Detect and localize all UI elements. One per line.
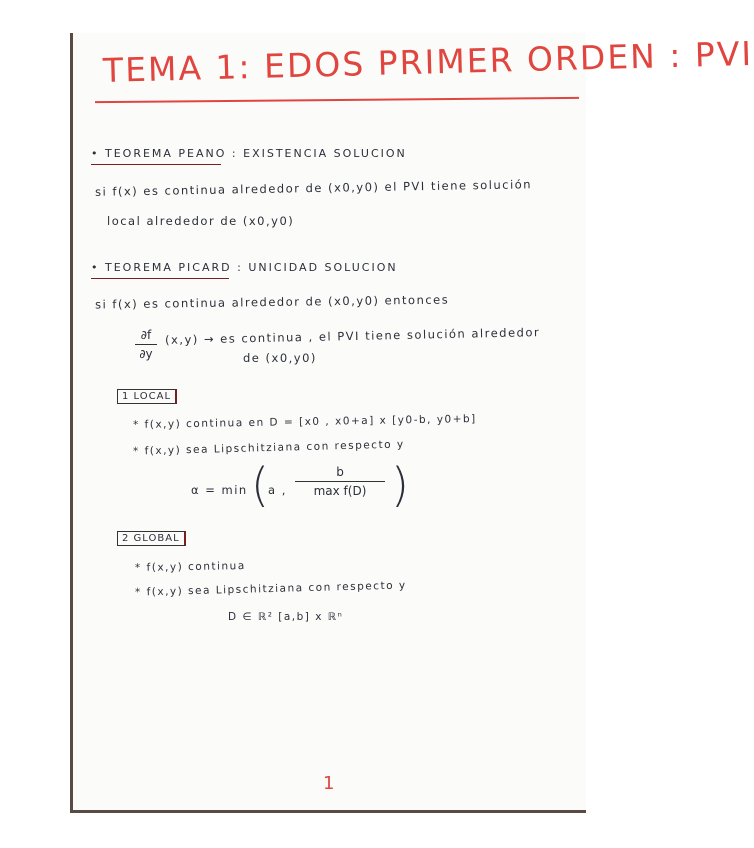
alpha-a: a , (268, 483, 287, 497)
local-item-2: * f(x,y) sea Lipschitziana con respecto y (132, 438, 405, 458)
page-number: 1 (323, 773, 335, 794)
alpha-label: α = min (191, 483, 248, 497)
peano-underline (91, 164, 221, 165)
left-paren: ( (251, 458, 269, 512)
notebook-page (70, 33, 754, 813)
picard-continuation: (x,y) → es continua , el PVI tiene solución alrededor (164, 325, 541, 347)
peano-line-2: local alrededor de (x0,y0) (107, 214, 295, 228)
title-underline (95, 97, 579, 103)
peano-line-1: si f(x) es continua alrededor de (x0,y0) el PVI tiene solución (94, 177, 533, 199)
picard-continuation-2: de (x0,y0) (243, 351, 317, 365)
alpha-denominator: max f(D) (313, 484, 367, 498)
picard-underline (91, 278, 229, 279)
alpha-numerator: b (336, 465, 344, 479)
fraction-numerator: ∂f (140, 328, 152, 342)
alpha-fraction (295, 465, 385, 498)
partial-fraction (135, 328, 157, 361)
peano-heading: • TEOREMA PEANO : EXISTENCIA SOLUCION (91, 147, 407, 160)
alpha-fraction-bar (295, 481, 385, 482)
global-item-2: * f(x,y) sea Lipschitziana con respecto y (134, 579, 407, 599)
picard-line-1: si f(x) es continua alrededor de (x0,y0) entonces (94, 292, 450, 312)
picard-heading: • TEOREMA PICARD : UNICIDAD SOLUCION (91, 261, 398, 274)
local-label-box: 1 LOCAL (117, 389, 177, 404)
global-label-box: 2 GLOBAL (117, 531, 186, 546)
global-domain: D ∈ ℝ² [a,b] x ℝⁿ (228, 611, 344, 623)
local-item-1: * f(x,y) continua en D = [x0 , x0+a] x [y0-b, y0+b] (132, 413, 477, 431)
page-title: TEMA 1: EDOS PRIMER ORDEN : PVI (102, 33, 754, 90)
fraction-denominator: ∂y (139, 347, 153, 361)
fraction-bar (135, 344, 157, 345)
global-item-1: * f(x,y) continua (134, 560, 246, 574)
right-paren: ) (391, 458, 409, 512)
